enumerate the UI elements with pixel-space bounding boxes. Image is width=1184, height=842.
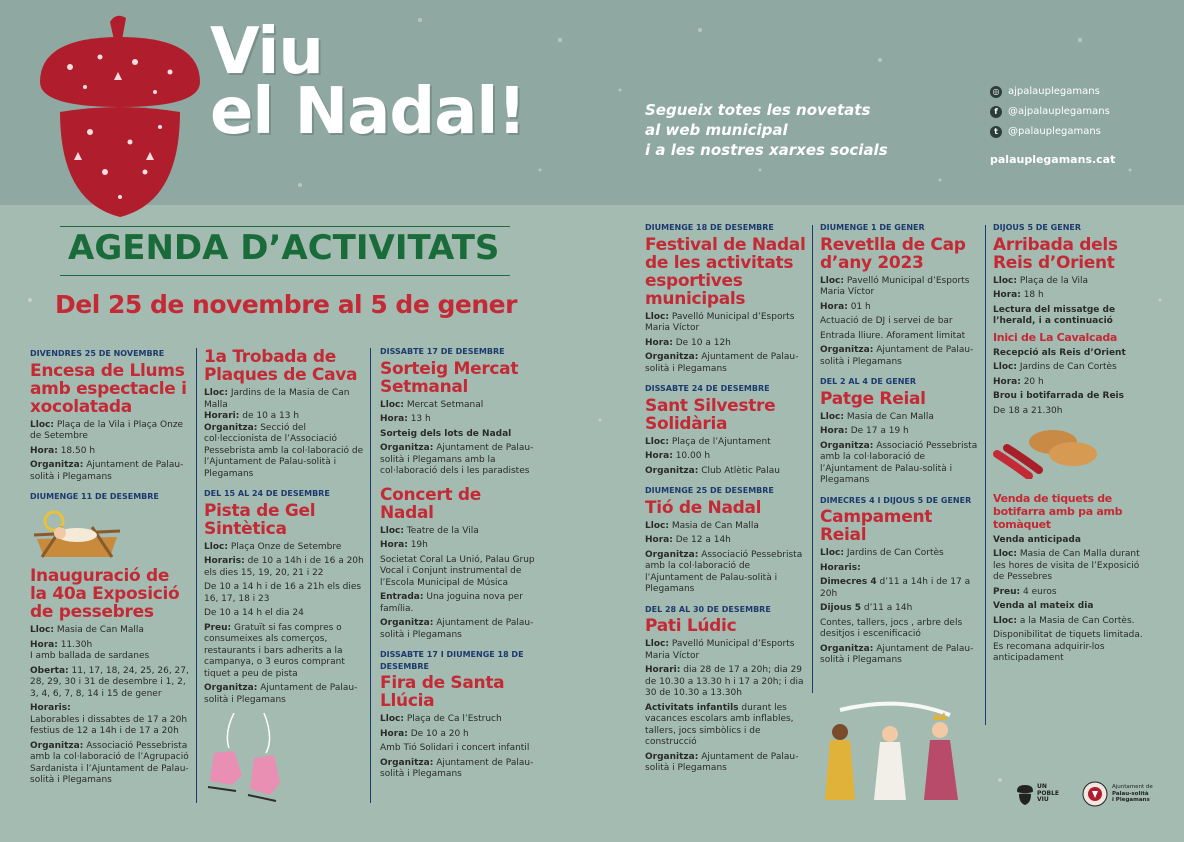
event-title: Campament Reial [820,507,933,545]
acorn-icon [30,12,210,222]
event-location: Lloc: Plaça de la Vila i Plaça Onze de Setembre [30,419,184,441]
event-title: 1a Trobada de Plaques de Cava [204,347,358,385]
social-facebook[interactable] [990,102,1170,122]
un-poble-viu-logo [1016,783,1061,805]
column-3 [380,346,540,784]
event-location: Lloc: Pavelló Municipal d’Esports Maria Víctor [645,639,795,661]
event-date: DIUMENGE 1 DE GENER [820,223,925,232]
event-activities: Activitats infantils durant les vacances escolars amb inflables, tallers, jocs simbòlics i de construcció [645,702,794,747]
tagline [645,100,945,160]
event-time: Hora: De 12 a 14h [645,535,731,545]
event-note: Venda al mateix dia [993,601,1094,611]
event-date: DIUMENGE 18 DE DESEMBRE [645,223,774,232]
event-organizer: Organitza: Ajuntament de Palau-solità i Plegamans [204,683,358,705]
event-hours: Horaris: de 10 a 14h i de 16 a 20h els dies 15, 19, 20, 21 i 22 [204,556,364,578]
logo-text: POBLE [1037,789,1059,797]
tagline-line-3: i a les nostres xarxes socials [645,141,888,159]
event-location: Lloc: Masia de Can Malla [820,411,934,422]
event-title: Inauguració de la 40a Exposició de pessebres [30,566,180,622]
event-time: Hora: 11.30h [30,639,93,650]
title-line-1: Viu [210,15,323,89]
event-title: Arribada dels Reis d’Orient [993,234,1118,273]
social-links [990,82,1170,170]
event-description: Actuació de DJ i servei de bar [820,316,953,326]
event-organizer: Organitza: Associació Pessebrista amb la col·laboració de l’Ajuntament de Palau-solità i Plegamans [820,440,978,485]
event-hours: Horaris: [820,562,861,573]
column-1 [30,348,190,790]
event-time: Hora: De 17 a 19 h [820,426,909,436]
column-2 [204,348,364,818]
event-hours-line: festius de 12 a 14h i de 17 a 20h [30,726,179,736]
event-time: De 18 a 21.30h [993,405,1063,416]
event-hours: Horari: dia 28 de 17 a 20h; dia 29 de 10.30 a 13.30 h i 17 a 20h; i dia 30 de 10.30 a 13.30h [645,665,804,698]
event-location: Lloc: Mercat Setmanal [380,399,484,410]
event-price: Preu: Gratuït si fas compres o consumeixes als comerços, restaurants i bars adherits a la campanya, o 3 euros comprant tiquet a peu de pista [204,622,345,679]
event-title: Pista de Gel Sintètica [204,500,316,539]
event-organizer: Organitza: Ajuntament de Palau-solità i Plegamans amb la col·laboració dels i les paradistes [380,443,534,476]
event-date: DISSABTE 17 DE DESEMBRE [380,347,505,356]
event-price: Preu: 4 euros [993,586,1057,597]
event-open-days: Oberta: 11, 17, 18, 24, 25, 26, 27, 28, 29, 30 i 31 de desembre i 1, 2, 3, 4, 6, 7, 8, 14 i 15 de gener [30,665,189,699]
event-location: Lloc: Masia de Can Malla [30,625,144,635]
event-date: DIUMENGE 11 DE DESEMBRE [30,492,159,501]
event-note: Brou i botifarrada de Reis [993,391,1124,401]
event-date: DIMECRES 4 I DIJOUS 5 DE GENER [820,495,972,505]
acorn-icon [1016,783,1034,805]
event-title: Encesa de Llums amb espectacle i xocolatada [30,360,187,417]
event-entry: Entrada lliure. Aforament limitat [820,330,966,341]
agenda-title: AGENDA D’ACTIVITATS [68,228,500,268]
column-6 [993,222,1153,668]
event-hours-line: Dimecres 4 d’11 a 14h i de 17 a 20h [820,577,971,599]
event-date: DISSABTE 24 DE DESEMBRE [645,384,770,393]
agenda-dates: Del 25 de novembre al 5 de gener [55,290,517,319]
event-description: Societat Coral La Unió, Palau Grup Vocal i Conjunt instrumental de l’Escola Municipal de Música [380,554,535,588]
social-twitter-handle[interactable]: @palauplegamans [1008,126,1101,137]
event-organizer: Organitza: Ajuntament de Palau-solità i Plegamans [645,352,799,374]
facebook-icon: f [990,106,1002,118]
event-date: DIVENDRES 25 DE NOVEMBRE [30,349,165,358]
event-time: Hora: 10.00 h [645,451,711,461]
event-location: Lloc: Masia de Can Malla durant les hores de visita de l’Exposició de Pessebres [993,549,1140,582]
event-organizer: Organitza: Ajuntament de Palau-solità i Plegamans [820,345,974,367]
instagram-icon: ◎ [990,86,1002,98]
logo-text: i Plegamans [1112,797,1150,804]
event-location: Lloc: Plaça de la Vila [993,275,1089,286]
event-note: Venda anticipada [993,534,1081,545]
event-hours: Horaris: [30,703,71,713]
event-organizer: Organitza: Ajuntament de Palau-solità i Plegamans [380,757,534,779]
event-title: Venda de tiquets de botifarra amb pa amb tomàquet [993,491,1123,531]
logo-text: VIU [1037,796,1049,804]
event-hours-line: Laborables i dissabtes de 17 a 20h [30,714,188,725]
column-divider [370,348,371,803]
event-organizer: Organitza: Associació Pessebrista amb la col·laboració de l’Ajuntament de Palau-solità i Plegamans [645,549,803,594]
event-time: Hora: 19h [380,540,428,550]
event-note: Recepció als Reis d’Orient [993,347,1126,358]
event-location: Lloc: Jardins de la Masia de Can Malla [204,388,350,410]
event-date: DEL 15 AL 24 DE DESEMBRE [204,489,330,498]
event-date: DEL 28 AL 30 DE DESEMBRE [645,604,771,614]
event-location: Lloc: Teatre de la Vila [380,525,479,536]
ice-skates-icon [204,713,304,813]
column-divider [196,348,197,803]
event-time: Hora: De 10 a 20 h [380,728,469,739]
event-time: Hora: 18 h [993,290,1044,300]
title-line-2: el Nadal! [210,75,526,149]
column-4 [645,222,807,778]
social-facebook-handle[interactable]: @ajpalauplegamans [1008,106,1110,117]
event-description: Amb Tió Solidari i concert infantil [380,743,530,753]
event-title: Sant Silvestre Solidària [645,395,776,434]
event-location: Lloc: a la Masia de Can Cortès. [993,615,1135,626]
event-location: Lloc: Jardins de Can Cortès [993,362,1117,372]
logo-text: Palau-solità [1112,790,1149,797]
event-organizer: Organitza: Ajuntament de Palau-solità i Plegamans [30,460,184,482]
event-location: Lloc: Pavelló Municipal d’Esports Maria Víctor [820,275,970,297]
event-title: Concert de Nadal [380,484,481,523]
event-title: Pati Lúdic [645,616,737,636]
social-instagram-handle[interactable]: ajpalauplegamans [1008,86,1100,97]
tagline-line-2: al web municipal [645,121,788,139]
event-organizer: Organitza: Ajuntament de Palau-solità i Plegamans [380,618,534,640]
event-time-note: I amb ballada de sardanes [30,651,150,661]
event-note: Sorteig dels lots de Nadal [380,428,512,439]
tagline-line-1: Segueix totes les novetats [645,101,871,119]
event-hours-line: Dijous 5 d’11 a 14h [820,603,913,613]
event-organizer: Organitza: Club Atlètic Palau [645,465,780,476]
event-location: Lloc: Plaça de l’Ajuntament [645,436,771,447]
event-hours-line: De 10 a 14 h i de 16 a 21h els dies 16, 17, 18 i 23 [204,582,362,604]
sausage-bread-icon [993,424,1103,479]
twitter-icon: t [990,126,1002,138]
event-title: Sorteig Mercat Setmanal [380,358,519,397]
event-location: Lloc: Plaça Onze de Setembre [204,541,342,552]
event-time: Hora: 20 h [993,376,1044,387]
event-organizer: Organitza: Ajuntament de Palau-solità i Plegamans [645,751,799,773]
event-title: Revetlla de Cap d’any 2023 [820,234,966,273]
event-title: Festival de Nadal de les activitats esportives municipals [645,234,806,309]
event-date: DEL 2 AL 4 DE GENER [820,377,917,386]
event-organizer: Organitza: Associació Pessebrista amb la col·laboració de l’Agrupació Sardanista i l’Ajuntament de Palau-solità i Plegamans [30,740,189,785]
social-twitter[interactable] [990,122,1170,142]
event-time: Hora: 18.50 h [30,445,96,456]
event-entry: Entrada: Una joguina nova per família. [380,592,523,614]
event-title: Patge Reial [820,388,926,409]
event-time: Hora: 13 h [380,414,431,424]
event-description: Lectura del missatge de l’herald, i a continuació [993,304,1116,326]
event-description: Contes, tallers, jocs , arbre dels desitjos i escenificació [820,617,963,639]
social-instagram[interactable] [990,82,1170,102]
event-description: Disponibilitat de tiquets limitada. Es recomana adquirir-los anticipadament [993,630,1143,663]
page-title [210,15,540,149]
event-time: Horari: de 10 a 13 h [204,411,300,421]
event-date: DIUMENGE 25 DE DESEMBRE [645,486,774,495]
event-date: DISSABTE 17 I DIUMENGE 18 DE DESEMBRE [380,650,524,671]
website-link[interactable]: palauplegamans.cat [990,153,1116,166]
logo-text: UN [1037,783,1047,791]
column-5 [820,222,980,670]
event-organizer: Organitza: Secció del col·leccionista de l’Associació Pessebrista amb la col·laboració de l’Ajuntament de Palau-solità i Plegamans [204,422,364,479]
event-location: Lloc: Plaça de Ca l’Estruch [380,714,502,724]
event-title: Inici de La Cavalcada [993,330,1118,344]
three-kings-icon [800,700,990,810]
event-hours-line: De 10 a 14 h el dia 24 [204,608,304,618]
ajuntament-logo [1082,781,1182,807]
event-time: Hora: 01 h [820,301,871,312]
nativity-manger-icon [32,509,122,559]
event-location: Lloc: Pavelló Municipal d’Esports Maria Víctor [645,311,795,333]
logo-text: Ajuntament de [1112,784,1153,791]
event-title: Fira de Santa Llúcia [380,673,505,711]
event-organizer: Organitza: Ajuntament de Palau-solità i Plegamans [820,643,974,665]
column-divider [985,225,986,725]
column-divider [812,225,813,693]
event-date: DIJOUS 5 DE GENER [993,223,1082,232]
municipal-seal-icon [1082,781,1108,807]
event-time: Hora: De 10 a 12h [645,337,731,348]
event-location: Lloc: Jardins de Can Cortès [820,548,944,558]
event-title: Tió de Nadal [645,497,762,518]
event-location: Lloc: Masia de Can Malla [645,520,759,531]
